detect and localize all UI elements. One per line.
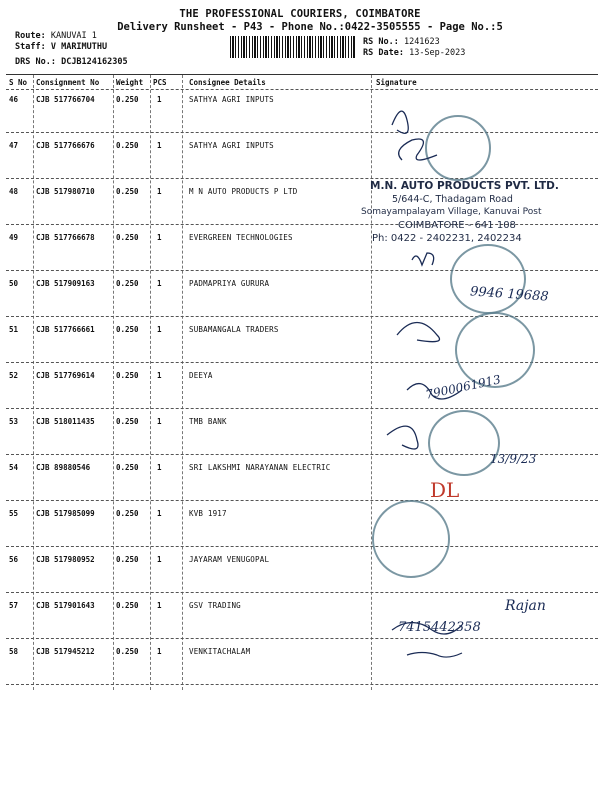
- sno-cell: 48: [9, 187, 19, 196]
- col-header-signature: Signature: [376, 78, 417, 87]
- consignee-cell: GSV TRADING: [189, 601, 241, 610]
- consignee-cell: VENKITACHALAM: [189, 647, 251, 656]
- sno-cell: 46: [9, 95, 19, 104]
- weight-cell: 0.250: [116, 141, 139, 150]
- pcs-cell: 1: [157, 463, 162, 472]
- sno-cell: 57: [9, 601, 19, 610]
- weight-cell: 0.250: [116, 325, 139, 334]
- weight-cell: 0.250: [116, 601, 139, 610]
- consignment-cell: CJB 518011435: [36, 417, 95, 426]
- rs-no-label: RS No.:: [363, 37, 399, 47]
- consignment-cell: CJB 517769614: [36, 371, 95, 380]
- weight-cell: 0.250: [116, 555, 139, 564]
- rs-no-info: [363, 37, 440, 47]
- consignee-cell: PADMAPRIYA GURURA: [189, 279, 270, 288]
- consignee-cell: JAYARAM VENUGOPAL: [189, 555, 270, 564]
- sno-cell: 53: [9, 417, 19, 426]
- sno-cell: 52: [9, 371, 19, 380]
- drs-label: DRS No.:: [15, 57, 56, 67]
- pcs-cell: 1: [157, 233, 162, 242]
- consignment-cell: CJB 89880546: [36, 463, 91, 472]
- stamp-line: M.N. AUTO PRODUCTS PVT. LTD.: [370, 180, 559, 192]
- route-label: Route:: [15, 31, 46, 41]
- stamp-line: Ph: 0422 - 2402231, 2402234: [372, 233, 522, 244]
- weight-cell: 0.250: [116, 463, 139, 472]
- route-info: [15, 31, 97, 41]
- handwritten-date: 13/9/23: [490, 452, 537, 466]
- stamp-line: COIMBATORE - 641 108: [398, 220, 516, 231]
- sno-cell: 55: [9, 509, 19, 518]
- consignment-cell: CJB 517766676: [36, 141, 95, 150]
- handwritten-dl-mark: DL: [430, 478, 460, 502]
- sno-cell: 56: [9, 555, 19, 564]
- rs-date-info: [363, 48, 465, 58]
- pcs-cell: 1: [157, 647, 162, 656]
- weight-cell: 0.250: [116, 95, 139, 104]
- staff-value: V MARIMUTHU: [50, 42, 108, 52]
- rs-date-label: RS Date:: [363, 48, 404, 58]
- consignment-cell: CJB 517980710: [36, 187, 95, 196]
- pcs-cell: 1: [157, 141, 162, 150]
- drs-info: [15, 57, 128, 67]
- pcs-cell: 1: [157, 371, 162, 380]
- pcs-cell: 1: [157, 601, 162, 610]
- sno-cell: 54: [9, 463, 19, 472]
- route-value: KANUVAI 1: [50, 31, 97, 41]
- col-header-sno: S No: [9, 78, 28, 87]
- weight-cell: 0.250: [116, 233, 139, 242]
- staff-info: [15, 42, 107, 52]
- staff-label: Staff:: [15, 42, 46, 52]
- consignment-cell: CJB 517766678: [36, 233, 95, 242]
- consignment-cell: CJB 517901643: [36, 601, 95, 610]
- rs-no-value: 1241623: [403, 37, 440, 47]
- pcs-cell: 1: [157, 279, 162, 288]
- stamp-line: Somayampalayam Village, Kanuvai Post: [361, 207, 542, 217]
- consignee-cell: SATHYA AGRI INPUTS: [189, 141, 274, 150]
- runsheet-subtitle: Delivery Runsheet - P43 - Phone No.:0422-3505555 - Page No.:5: [117, 21, 503, 33]
- col-header-pcs: PCS: [153, 78, 167, 87]
- pcs-cell: 1: [157, 325, 162, 334]
- sno-cell: 49: [9, 233, 19, 242]
- handwritten-phone: 9946 19688: [469, 284, 550, 305]
- sno-cell: 50: [9, 279, 19, 288]
- col-header-consignee: Consignee Details: [189, 78, 266, 87]
- weight-cell: 0.250: [116, 509, 139, 518]
- handwritten-name: Rajan: [505, 598, 546, 614]
- consignment-cell: CJB 517945212: [36, 647, 95, 656]
- weight-cell: 0.250: [116, 279, 139, 288]
- company-title: THE PROFESSIONAL COURIERS, COIMBATORE: [179, 8, 421, 20]
- consignee-cell: M N AUTO PRODUCTS P LTD: [189, 187, 298, 196]
- consignment-cell: CJB 517980952: [36, 555, 95, 564]
- consignee-cell: SUBAMANGALA TRADERS: [189, 325, 279, 334]
- sno-cell: 58: [9, 647, 19, 656]
- consignee-cell: KVB 1917: [189, 509, 227, 518]
- consignee-cell: EVERGREEN TECHNOLOGIES: [189, 233, 293, 242]
- sno-cell: 47: [9, 141, 19, 150]
- rs-date-value: 13-Sep-2023: [409, 48, 466, 58]
- consignee-cell: SATHYA AGRI INPUTS: [189, 95, 274, 104]
- weight-cell: 0.250: [116, 371, 139, 380]
- col-header-consignment: Consignment No: [36, 78, 100, 87]
- pcs-cell: 1: [157, 187, 162, 196]
- handwritten-phone: 7900061913: [424, 372, 502, 402]
- consignment-cell: CJB 517766661: [36, 325, 95, 334]
- sno-cell: 51: [9, 325, 19, 334]
- table-top-border: [6, 74, 598, 75]
- consignee-cell: SRI LAKSHMI NARAYANAN ELECTRIC: [189, 463, 331, 472]
- weight-cell: 0.250: [116, 417, 139, 426]
- stamp-line: 5/644-C, Thadagam Road: [392, 194, 513, 205]
- drs-value: DCJB124162305: [61, 57, 128, 67]
- weight-cell: 0.250: [116, 647, 139, 656]
- barcode-image: [230, 36, 356, 58]
- pcs-cell: 1: [157, 417, 162, 426]
- pcs-cell: 1: [157, 555, 162, 564]
- consignee-cell: DEEYA: [189, 371, 213, 380]
- pcs-cell: 1: [157, 95, 162, 104]
- consignment-cell: CJB 517909163: [36, 279, 95, 288]
- consignment-cell: CJB 517766704: [36, 95, 95, 104]
- signature-scribbles: [372, 90, 598, 690]
- consignee-cell: TMB BANK: [189, 417, 227, 426]
- handwritten-phone: 7415442358: [398, 620, 481, 635]
- consignment-cell: CJB 517985099: [36, 509, 95, 518]
- pcs-cell: 1: [157, 509, 162, 518]
- weight-cell: 0.250: [116, 187, 139, 196]
- col-header-weight: Weight: [116, 78, 144, 87]
